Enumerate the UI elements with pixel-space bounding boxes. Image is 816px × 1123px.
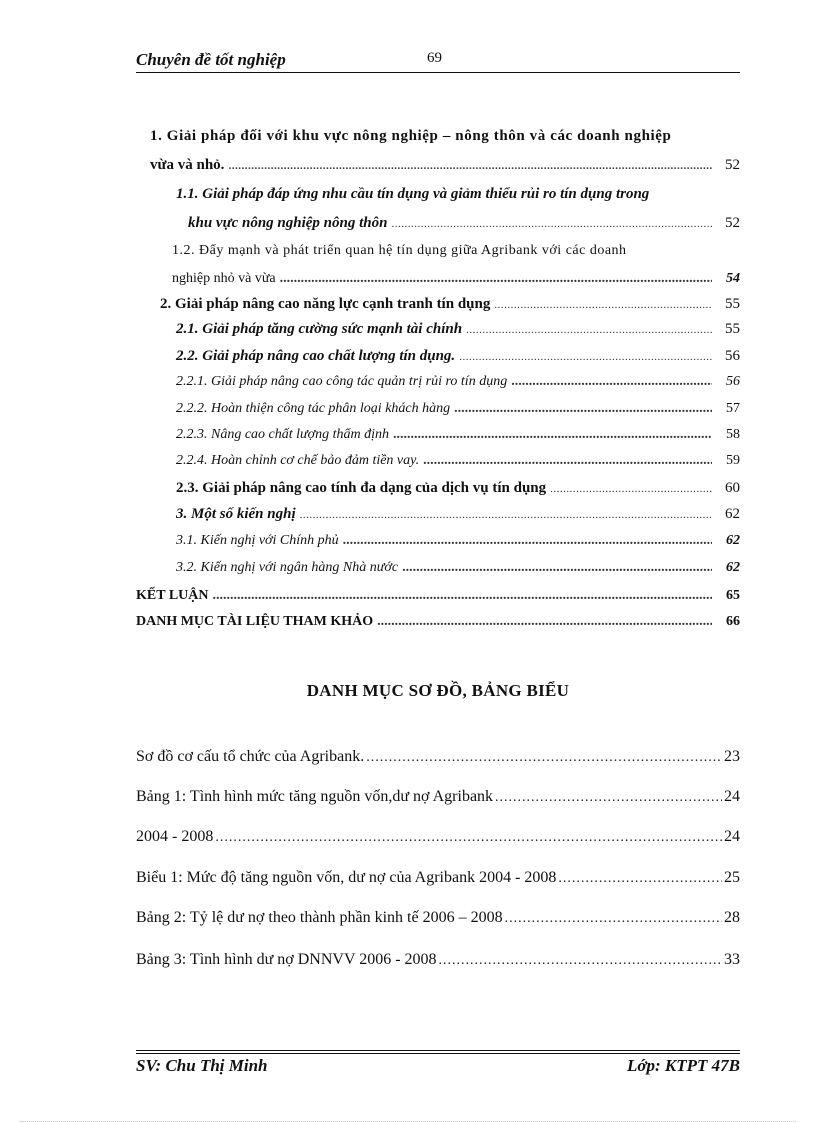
- toc-entry[interactable]: [176, 560, 740, 584]
- list-item[interactable]: [136, 869, 740, 895]
- toc-leader: [511, 374, 712, 390]
- toc-entry[interactable]: [136, 588, 740, 612]
- toc-entry-page: 62: [726, 533, 740, 548]
- list-item-page: 23: [724, 748, 740, 765]
- toc-entry-text: 2.1. Giải pháp tăng cường sức mạnh tài chính: [176, 321, 463, 337]
- toc-leader: [494, 299, 712, 311]
- toc-entry-page: 57: [726, 401, 740, 416]
- toc-leader: [423, 453, 712, 469]
- footer-rule: [136, 1053, 740, 1054]
- list-item-text: Sơ đồ cơ cấu tổ chức của Agribank.: [136, 748, 365, 765]
- toc-entry-page: 62: [725, 506, 740, 522]
- list-item-text: Bảng 2: Tỷ lệ dư nợ theo thành phần kinh tế 2006 – 2008: [136, 909, 503, 926]
- list-item[interactable]: [136, 951, 740, 977]
- toc-entry[interactable]: [160, 296, 740, 320]
- list-leader: [558, 871, 722, 887]
- list-item-page: 28: [724, 909, 740, 926]
- toc-entry[interactable]: [176, 374, 740, 398]
- class-name: Lớp: KTPT 47B: [627, 1056, 740, 1075]
- toc-entry-text: 1. Giải pháp đối với khu vực nông nghiệp – nông thôn và các doanh nghiệp: [150, 128, 672, 144]
- toc-entry-page: 62: [726, 560, 740, 575]
- toc-entry[interactable]: [172, 243, 740, 267]
- toc-entry[interactable]: [176, 533, 740, 557]
- toc-leader: [393, 427, 712, 443]
- toc-entry[interactable]: [176, 506, 740, 530]
- toc-entry[interactable]: [176, 453, 740, 477]
- toc-leader: [212, 588, 712, 604]
- toc-entry-text: 2. Giải pháp nâng cao năng lực cạnh tranh tín dụng: [160, 296, 491, 312]
- toc-entry-text: 2.2.3. Nâng cao chất lượng thẩm định: [176, 427, 390, 442]
- toc-leader: [391, 218, 712, 230]
- toc-entry[interactable]: [176, 427, 740, 451]
- toc-entry-text: 1.2. Đẩy mạnh và phát triển quan hệ tín dụng giữa Agribank với các doanh: [172, 243, 627, 258]
- toc-entry-page: 56: [725, 348, 740, 364]
- toc-entry-text: 1.1. Giải pháp đáp ứng nhu cầu tín dụng và giảm thiểu rủi ro tín dụng trong: [176, 186, 650, 202]
- page-edge: [20, 1121, 796, 1122]
- toc-entry[interactable]: [176, 401, 740, 425]
- toc-entry[interactable]: [188, 215, 740, 239]
- student-name: SV: Chu Thị Minh: [136, 1056, 268, 1075]
- list-leader: [366, 750, 722, 766]
- toc-leader: [454, 401, 712, 417]
- list-item-text: 2004 - 2008: [136, 828, 214, 845]
- toc-entry-page: 55: [725, 321, 740, 337]
- toc-entry-text: 2.2.4. Hoàn chỉnh cơ chế bảo đảm tiền vay.: [176, 453, 420, 468]
- toc-leader: [377, 614, 712, 630]
- toc-leader: [300, 509, 712, 521]
- toc-entry-text: 2.2. Giải pháp nâng cao chất lượng tín dụng.: [176, 348, 456, 364]
- toc-entry[interactable]: [150, 128, 740, 152]
- toc-entry-text: 3.1. Kiến nghị với Chính phủ: [176, 533, 339, 548]
- toc-entry-page: 60: [725, 480, 740, 496]
- toc-entry[interactable]: [176, 186, 740, 210]
- toc-entry-page: 59: [726, 453, 740, 468]
- figures-list-title: DANH MỤC SƠ ĐỒ, BẢNG BIỂU: [306, 681, 570, 700]
- toc-entry-text: khu vực nông nghiệp nông thôn: [188, 215, 388, 231]
- page-footer: [136, 1056, 740, 1078]
- toc-entry-page: 65: [726, 588, 740, 603]
- toc-entry-page: 54: [726, 271, 740, 286]
- list-leader: [439, 953, 722, 969]
- toc-entry-page: 58: [726, 427, 740, 442]
- header-rule: [136, 72, 740, 73]
- list-item[interactable]: [136, 828, 740, 854]
- toc-entry-text: 3.2. Kiến nghị với ngân hàng Nhà nước: [176, 560, 399, 575]
- toc-entry-page: 55: [725, 296, 740, 312]
- toc-entry-text: 2.2.2. Hoàn thiện công tác phân loại khách hàng: [176, 401, 451, 416]
- list-item-text: Bảng 3: Tình hình dư nợ DNNVV 2006 - 2008: [136, 951, 437, 968]
- toc-leader: [459, 351, 712, 363]
- list-item-text: Bảng 1: Tình hình mức tăng nguồn vốn,dư nợ Agribank: [136, 788, 494, 805]
- toc-leader: [228, 160, 712, 172]
- toc-entry-page: 56: [726, 374, 740, 389]
- toc-entry-page: 52: [725, 215, 740, 231]
- toc-leader: [402, 560, 712, 576]
- list-item-page: 24: [724, 828, 740, 845]
- toc-entry-text: DANH MỤC TÀI LIỆU THAM KHẢO: [136, 614, 374, 629]
- page-number: 69: [427, 50, 442, 66]
- toc-entry-text: 3. Một số kiến nghị: [176, 506, 296, 522]
- list-item[interactable]: [136, 788, 740, 814]
- document-title: Chuyên đề tốt nghiệp: [136, 50, 286, 69]
- list-item[interactable]: [136, 748, 740, 774]
- toc-entry[interactable]: [176, 321, 740, 345]
- list-item-page: 33: [724, 951, 740, 968]
- toc-entry[interactable]: [172, 271, 740, 295]
- list-item[interactable]: [136, 909, 740, 935]
- toc-entry[interactable]: [176, 480, 740, 504]
- toc-leader: [343, 533, 712, 549]
- toc-leader: [280, 271, 712, 287]
- toc-entry-text: 2.2.1. Giải pháp nâng cao công tác quản trị rủi ro tín dụng: [176, 374, 508, 389]
- list-leader: [495, 790, 722, 806]
- list-leader: [215, 830, 722, 846]
- footer-rule: [136, 1050, 740, 1051]
- toc-entry-text: KẾT LUẬN: [136, 588, 209, 603]
- toc-entry-page: 66: [726, 614, 740, 629]
- toc-entry-text: vừa và nhỏ.: [150, 157, 225, 173]
- list-item-page: 24: [724, 788, 740, 805]
- list-item-page: 25: [724, 869, 740, 886]
- toc-entry[interactable]: [150, 157, 740, 181]
- toc-leader: [550, 483, 712, 495]
- toc-entry-page: 52: [725, 157, 740, 173]
- toc-leader: [466, 324, 712, 336]
- page-header: [136, 50, 740, 72]
- list-item-text: Biểu 1: Mức độ tăng nguồn vốn, dư nợ của Agribank 2004 - 2008: [136, 869, 557, 886]
- list-leader: [505, 911, 722, 927]
- toc-entry-text: nghiệp nhỏ và vừa: [172, 271, 276, 286]
- toc-entry[interactable]: [136, 614, 740, 638]
- toc-entry[interactable]: [176, 348, 740, 372]
- toc-entry-text: 2.3. Giải pháp nâng cao tính đa dạng của dịch vụ tín dụng: [176, 480, 547, 496]
